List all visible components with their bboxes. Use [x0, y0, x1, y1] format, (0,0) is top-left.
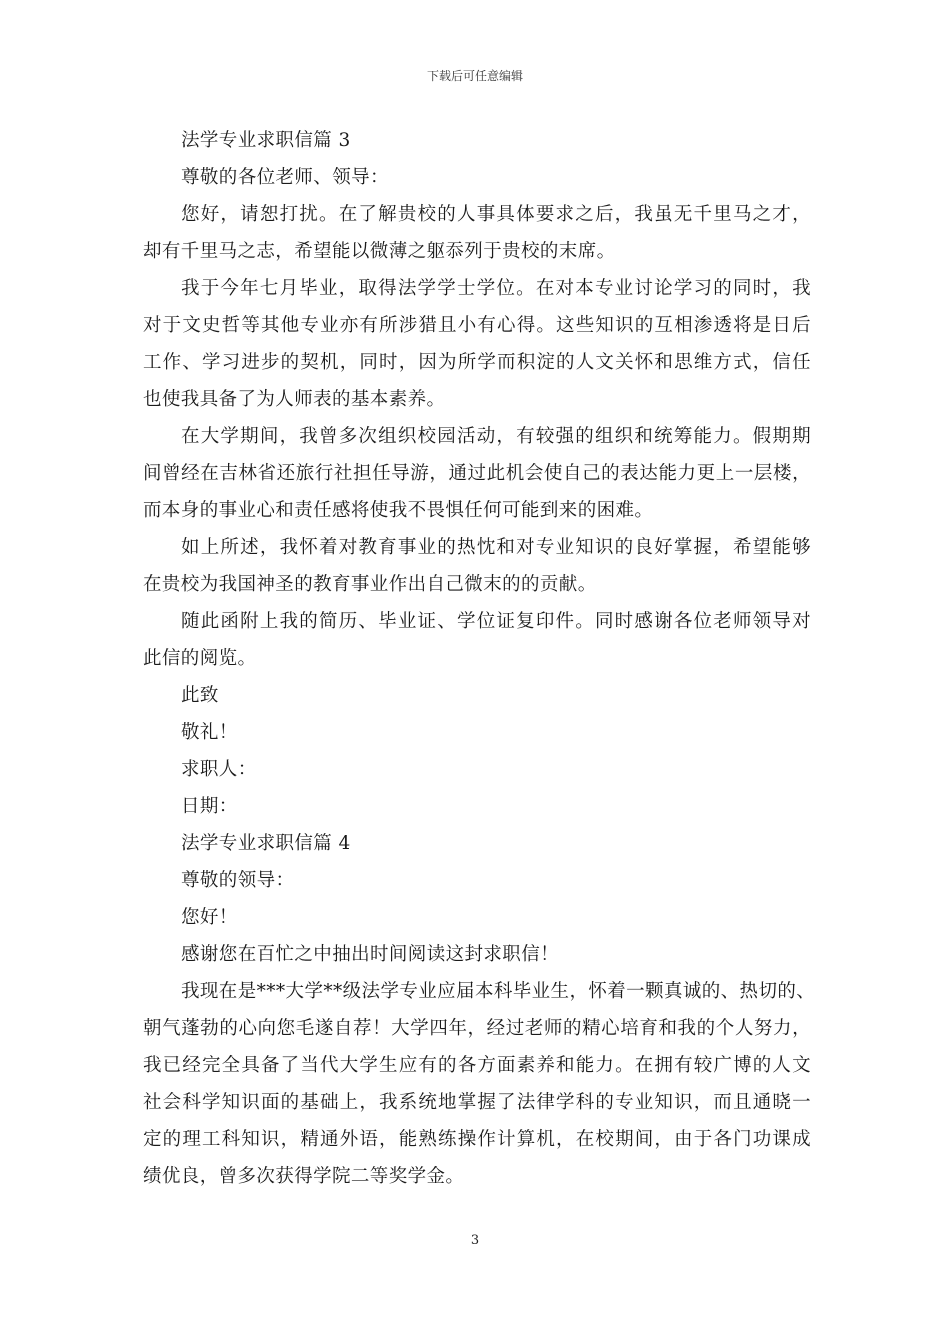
text-line: 此致 [181, 685, 219, 706]
page-header-note: 下载后可任意编辑 [426, 69, 523, 83]
text-line: 尊敬的领导： [181, 870, 295, 891]
text-line: 法学专业求职信篇 4 [181, 833, 351, 854]
text-line: 社会科学知识面的基础上，我系统地掌握了法律学科的专业知识，而且通晓一 [143, 1092, 811, 1113]
text-line: 敬礼！ [181, 722, 238, 743]
text-line: 您好，请恕打扰。在了解贵校的人事具体要求之后，我虽无千里马之才， [181, 204, 811, 225]
text-line: 此信的阅览。 [143, 648, 257, 669]
text-line: 我现在是***大学**级法学专业应届本科毕业生，怀着一颗真诚的、热切的、 [181, 981, 816, 1002]
document-body [143, 122, 816, 1195]
text-line: 在大学期间，我曾多次组织校园活动，有较强的组织和统筹能力。假期期 [181, 426, 811, 447]
text-line: 尊敬的各位老师、领导： [181, 167, 389, 188]
text-line: 而本身的事业心和责任感将使我不畏惧任何可能到来的困难。 [143, 500, 654, 521]
text-line: 也使我具备了为人师表的基本素养。 [143, 389, 446, 410]
text-line: 您好！ [181, 907, 238, 928]
text-line: 法学专业求职信篇 3 [181, 130, 351, 151]
text-line: 工作、学习进步的契机，同时，因为所学而积淀的人文关怀和思维方式，信任 [143, 352, 811, 373]
text-line: 如上所述，我怀着对教育事业的热忱和对专业知识的良好掌握，希望能够 [181, 537, 811, 558]
text-line: 感谢您在百忙之中抽出时间阅读这封求职信！ [181, 944, 560, 965]
text-line: 我已经完全具备了当代大学生应有的各方面素养和能力。在拥有较广博的人文 [143, 1055, 811, 1076]
text-line: 定的理工科知识，精通外语，能熟练操作计算机，在校期间，由于各门功课成 [143, 1129, 811, 1150]
text-line: 我于今年七月毕业，取得法学学士学位。在对本专业讨论学习的同时，我 [181, 278, 811, 299]
text-line: 在贵校为我国神圣的教育事业作出自己微末的的贡献。 [143, 574, 597, 595]
text-line: 求职人： [181, 759, 257, 780]
text-line: 日期： [181, 796, 238, 817]
text-line: 对于文史哲等其他专业亦有所涉猎且小有心得。这些知识的互相渗透将是日后 [143, 315, 811, 336]
text-line: 却有千里马之志，希望能以微薄之躯忝列于贵校的末席。 [143, 241, 616, 262]
text-line: 绩优良，曾多次获得学院二等奖学金。 [143, 1166, 465, 1187]
text-line: 朝气蓬勃的心向您毛遂自荐！大学四年，经过老师的精心培育和我的个人努力， [143, 1018, 811, 1039]
text-line: 间曾经在吉林省还旅行社担任导游，通过此机会使自己的表达能力更上一层楼， [143, 463, 811, 484]
page-number: 3 [470, 1233, 480, 1248]
text-line: 随此函附上我的简历、毕业证、学位证复印件。同时感谢各位老师领导对 [181, 611, 811, 632]
